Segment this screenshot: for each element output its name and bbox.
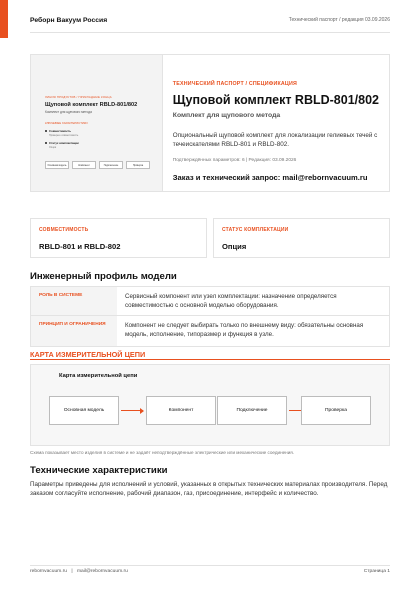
chain-node: Проверка xyxy=(301,396,371,425)
profile-key: ПРИНЦИП И ОГРАНИЧЕНИЯ xyxy=(31,316,117,346)
preview-section-label: КЛЮЧЕВЫЕ ХАРАКТЕРИСТИКИ xyxy=(45,121,88,125)
contact-line[interactable]: Заказ и технический запрос: mail@rebornvacuum.ru xyxy=(172,173,368,183)
kit-status-card xyxy=(213,218,390,258)
arrow-right-icon xyxy=(121,410,143,411)
preview-flow-node: Основная модель xyxy=(45,161,69,169)
table-row xyxy=(30,316,390,347)
accent-bar xyxy=(0,0,8,38)
card-value: Опция xyxy=(222,242,247,251)
chain-section-label: КАРТА ИЗМЕРИТЕЛЬНОЙ ЦЕПИ xyxy=(30,350,146,359)
page-header xyxy=(30,12,390,28)
product-preview xyxy=(31,55,163,191)
bullet-icon xyxy=(45,130,47,132)
measurement-chain-diagram xyxy=(30,364,390,446)
preview-item xyxy=(45,141,165,149)
footer-separator: | xyxy=(71,569,73,574)
preview-item-label: Совместимость xyxy=(49,129,71,133)
footer-divider xyxy=(30,565,390,566)
page-number: Страница 1 xyxy=(363,569,390,574)
card-label: СТАТУС КОМПЛЕКТАЦИИ xyxy=(222,227,289,233)
diagram-title: Карта измерительной цепи xyxy=(59,373,138,379)
compatibility-card xyxy=(30,218,207,258)
page-footer xyxy=(30,569,390,574)
revision-meta: Подтверждённых параметров: 6 | Редакция: 03.09.2026 xyxy=(172,158,297,164)
card-label: СОВМЕСТИМОСТЬ xyxy=(39,227,89,233)
specs-heading: Технические характеристики xyxy=(30,465,168,476)
header-meta: Технический паспорт / редакция 03.09.2026 xyxy=(288,17,390,23)
product-subtitle: Комплект для щупового метода xyxy=(172,112,281,119)
chain-node: Компонент xyxy=(146,396,216,425)
preview-flow xyxy=(45,161,150,169)
section-divider xyxy=(30,359,390,360)
bullet-icon xyxy=(45,142,47,144)
hero-text xyxy=(163,55,389,191)
preview-kicker: ЛИНИЯ ПРОДУКТОВ / ПРИКЛАДНЫЕ КОНЦА xyxy=(45,95,112,99)
profile-value: Компонент не следует выбирать только по внешнему виду: обязательны основная модель, исполнение, типоразмер и функция в узле. xyxy=(125,322,364,339)
preview-item-label: Статус комплектации xyxy=(49,141,79,145)
footer-email-link[interactable]: mail@rebornvacuum.ru xyxy=(76,569,128,574)
product-description: Опциональный щуповой комплект для локализации гелиевых течей с течеискателями RBLD-801 и RBLD-802. xyxy=(172,132,378,149)
document-kicker: ТЕХНИЧЕСКИЙ ПАСПОРТ / СПЕЦИФИКАЦИЯ xyxy=(172,81,298,87)
footer-contacts xyxy=(30,569,131,574)
profile-heading: Инженерный профиль модели xyxy=(30,271,177,282)
preview-flow-node: Компонент xyxy=(72,161,96,169)
preview-flow-node: Проверка xyxy=(126,161,150,169)
hero-section xyxy=(30,54,390,192)
chain-node: Подключение xyxy=(217,396,287,425)
preview-thumbnail xyxy=(45,95,165,175)
preview-item xyxy=(45,129,165,137)
chain-node: Основная модель xyxy=(49,396,119,425)
preview-title: Щуповой комплект RBLD-801/802 xyxy=(45,102,138,108)
preview-item-sub: Проверьте совместимость xyxy=(49,134,79,137)
profile-value: Сервисный компонент или узел комплектации: назначение определяется совместимостью с основной моделью оборудования. xyxy=(125,293,337,310)
card-value: RBLD-801 и RBLD-802 xyxy=(39,242,121,251)
specs-text: Параметры приведены для исполнений и условий, указанных в открытых технических материалах производителя. Перед заказом согласуйте исполнение, рабочий диапазон, газ, присоединение, интерфейс и количество. xyxy=(30,481,388,498)
profile-table xyxy=(30,286,390,347)
info-cards xyxy=(30,218,390,258)
footer-site-link[interactable]: rebornvacuum.ru xyxy=(30,569,67,574)
diagram-note: Схема показывает место изделия в системе и не задаёт неподтверждённые электрические или механические соединения. xyxy=(30,450,295,455)
table-row xyxy=(30,286,390,316)
preview-flow-node: Подключение xyxy=(99,161,123,169)
preview-item-sub: Опция xyxy=(49,146,57,149)
header-divider xyxy=(30,32,390,33)
preview-subtitle: Комплект для щупового метода xyxy=(45,110,92,114)
brand-name: Реборн Вакуум Россия xyxy=(30,16,108,24)
product-title: Щуповой комплект RBLD-801/802 xyxy=(172,93,379,107)
profile-key: РОЛЬ В СИСТЕМЕ xyxy=(31,287,117,315)
